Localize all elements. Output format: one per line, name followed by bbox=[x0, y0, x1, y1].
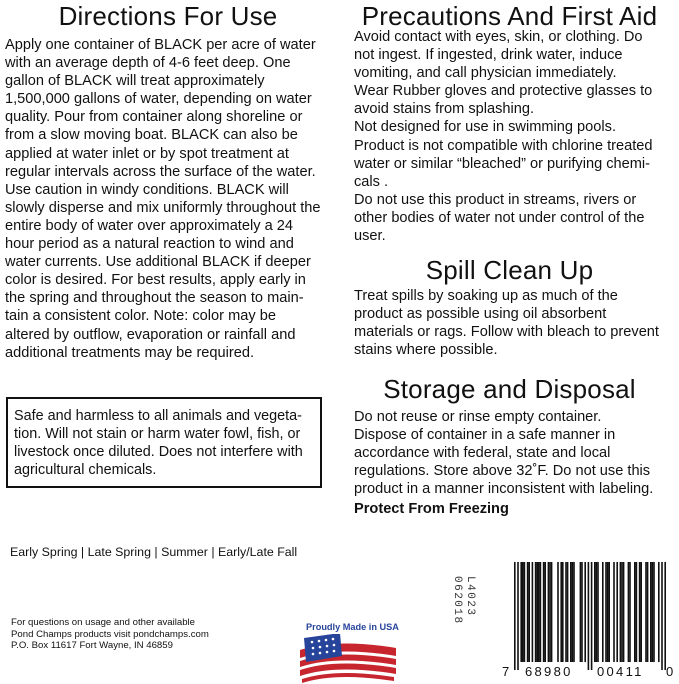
barcode-bar bbox=[634, 562, 636, 662]
barcode-bar bbox=[562, 562, 564, 662]
barcode-bar bbox=[647, 562, 649, 662]
barcode-bar bbox=[658, 562, 660, 662]
barcode-bar bbox=[636, 562, 638, 662]
barcode-bar bbox=[548, 562, 550, 662]
barcode-bar bbox=[520, 562, 522, 662]
directions-body: Apply one container of BLACK per acre of water with an average depth of 4-6 feet deep. One gallon of BLACK will treat approximately 1,500,000 gallons of water, depending on water quality. Pour from container along shoreline or from a slow moving boat. BLACK can also be applied at water inlet or by spot treatment at regular intervals across the surface of the water. Use caution in windy conditions. BLACK will slowly disperse and mix uniformly throughout the entire body of water over approximately a 24 hour period as a natural reaction to wind and water currents. Use additional BLACK if deeper color is desired. For best results, apply early in the spring and throughout the season to main- tain a consistent color. Note: color may be altered by outflow, evaporation or rainfall and additional treatments may be required. bbox=[5, 37, 321, 361]
season-list: Early Spring | Late Spring | Summer | Early/Late Fall bbox=[10, 545, 298, 559]
barcode-bar bbox=[540, 562, 542, 662]
spill-title: Spill Clean Up bbox=[425, 255, 594, 285]
barcode-bars bbox=[514, 562, 666, 670]
upc-barcode bbox=[502, 562, 674, 680]
barcode-bar bbox=[572, 562, 574, 662]
barcode-bar bbox=[536, 562, 538, 662]
barcode-bar bbox=[528, 562, 530, 662]
barcode-bar bbox=[527, 562, 529, 662]
barcode-bar bbox=[551, 562, 553, 662]
barcode-bar bbox=[607, 562, 609, 662]
barcode-bar bbox=[532, 562, 534, 662]
barcode-bar bbox=[573, 562, 575, 662]
barcode-bar bbox=[605, 562, 607, 662]
barcode-bar bbox=[538, 562, 540, 662]
barcode-bar bbox=[517, 562, 519, 670]
barcode-last-digit: 0 bbox=[666, 664, 674, 679]
barcode-bar bbox=[629, 562, 631, 662]
barcode-bar bbox=[549, 562, 551, 662]
barcode-bar bbox=[514, 562, 516, 670]
storage-body: Do not reuse or rinse empty container. Dispose of container in a safe manner in accordance with federal, state and local regulations. Store above 32˚F. Do not use this product in a manner inconsistent with labeling. bbox=[354, 409, 654, 498]
storage-title: Storage and Disposal bbox=[383, 374, 636, 404]
barcode-bar bbox=[613, 562, 615, 662]
barcode-bar bbox=[588, 562, 590, 670]
barcode-bar bbox=[623, 562, 625, 662]
barcode-bar bbox=[664, 562, 666, 670]
barcode-bar bbox=[594, 562, 596, 662]
barcode-first-digit: 7 bbox=[502, 664, 510, 679]
barcode-bar bbox=[597, 562, 599, 662]
barcode-bar bbox=[639, 562, 641, 662]
barcode-left-digits: 68980 bbox=[525, 664, 573, 679]
barcode-bar bbox=[580, 562, 582, 662]
barcode-bar bbox=[620, 562, 622, 662]
barcode-bar bbox=[608, 562, 610, 662]
safety-notice-box bbox=[6, 397, 322, 488]
barcode-bar bbox=[661, 562, 663, 670]
barcode-bar bbox=[650, 562, 652, 662]
barcode-bar bbox=[596, 562, 598, 662]
made-in-usa-label: Proudly Made in USA bbox=[306, 622, 399, 632]
barcode-bar bbox=[652, 562, 654, 662]
barcode-bar bbox=[581, 562, 583, 662]
barcode-bar bbox=[628, 562, 630, 662]
directions-title: Directions For Use bbox=[58, 1, 278, 31]
us-flag-icon bbox=[296, 634, 400, 684]
safety-notice-text: Safe and harmless to all animals and vegeta- tion. Will not stain or harm water fowl, fish, or livestock once diluted. Does not interfere with agricultural chemicals. bbox=[14, 408, 303, 478]
barcode-bar bbox=[560, 562, 562, 662]
lot-number: L4023 bbox=[464, 576, 476, 617]
barcode-right-digits: 00411 bbox=[597, 664, 644, 679]
barcode-bar bbox=[522, 562, 524, 662]
barcode-bar bbox=[640, 562, 642, 662]
precautions-title: Precautions And First Aid bbox=[361, 1, 658, 31]
barcode-bar bbox=[544, 562, 546, 662]
barcode-bar bbox=[567, 562, 569, 662]
barcode-bar bbox=[591, 562, 593, 670]
precautions-body: Avoid contact with eyes, skin, or clothing. Do not ingest. If ingested, drink water, induce vomiting, and call physician immediately. Wear Rubber gloves and protective glasses to avoid stains from splashing. Not designed for use in swimming pools. Product is not compatible with chlorine treated water or similar “bleached” or purifying chemi- cals . Do not use this product in streams, rivers or other bodies of water not under control of the user. bbox=[354, 29, 653, 245]
barcode-bar bbox=[565, 562, 567, 662]
barcode-bar bbox=[535, 562, 537, 662]
barcode-bar bbox=[584, 562, 586, 662]
barcode-bar bbox=[645, 562, 647, 662]
made-in-usa-badge bbox=[296, 622, 400, 684]
barcode-bar bbox=[570, 562, 572, 662]
contact-info: For questions on usage and other available Pond Champs products visit pondchamps.com P.O. Box 11617 Fort Wayne, IN 46859 bbox=[11, 617, 209, 652]
barcode-bar bbox=[616, 562, 618, 662]
storage-bold-note: Protect From Freezing bbox=[354, 501, 509, 517]
spill-body: Treat spills by soaking up as much of the product as possible using oil absorbent materials or rags. Follow with bleach to prevent stains where possible. bbox=[354, 288, 659, 359]
barcode-bar bbox=[653, 562, 655, 662]
barcode-bar bbox=[621, 562, 623, 662]
barcode-bar bbox=[543, 562, 545, 662]
lot-date: 062018 bbox=[451, 576, 463, 625]
barcode-bar bbox=[602, 562, 604, 662]
lot-code bbox=[448, 574, 478, 670]
barcode-bar bbox=[557, 562, 559, 662]
barcode-bar bbox=[524, 562, 526, 662]
